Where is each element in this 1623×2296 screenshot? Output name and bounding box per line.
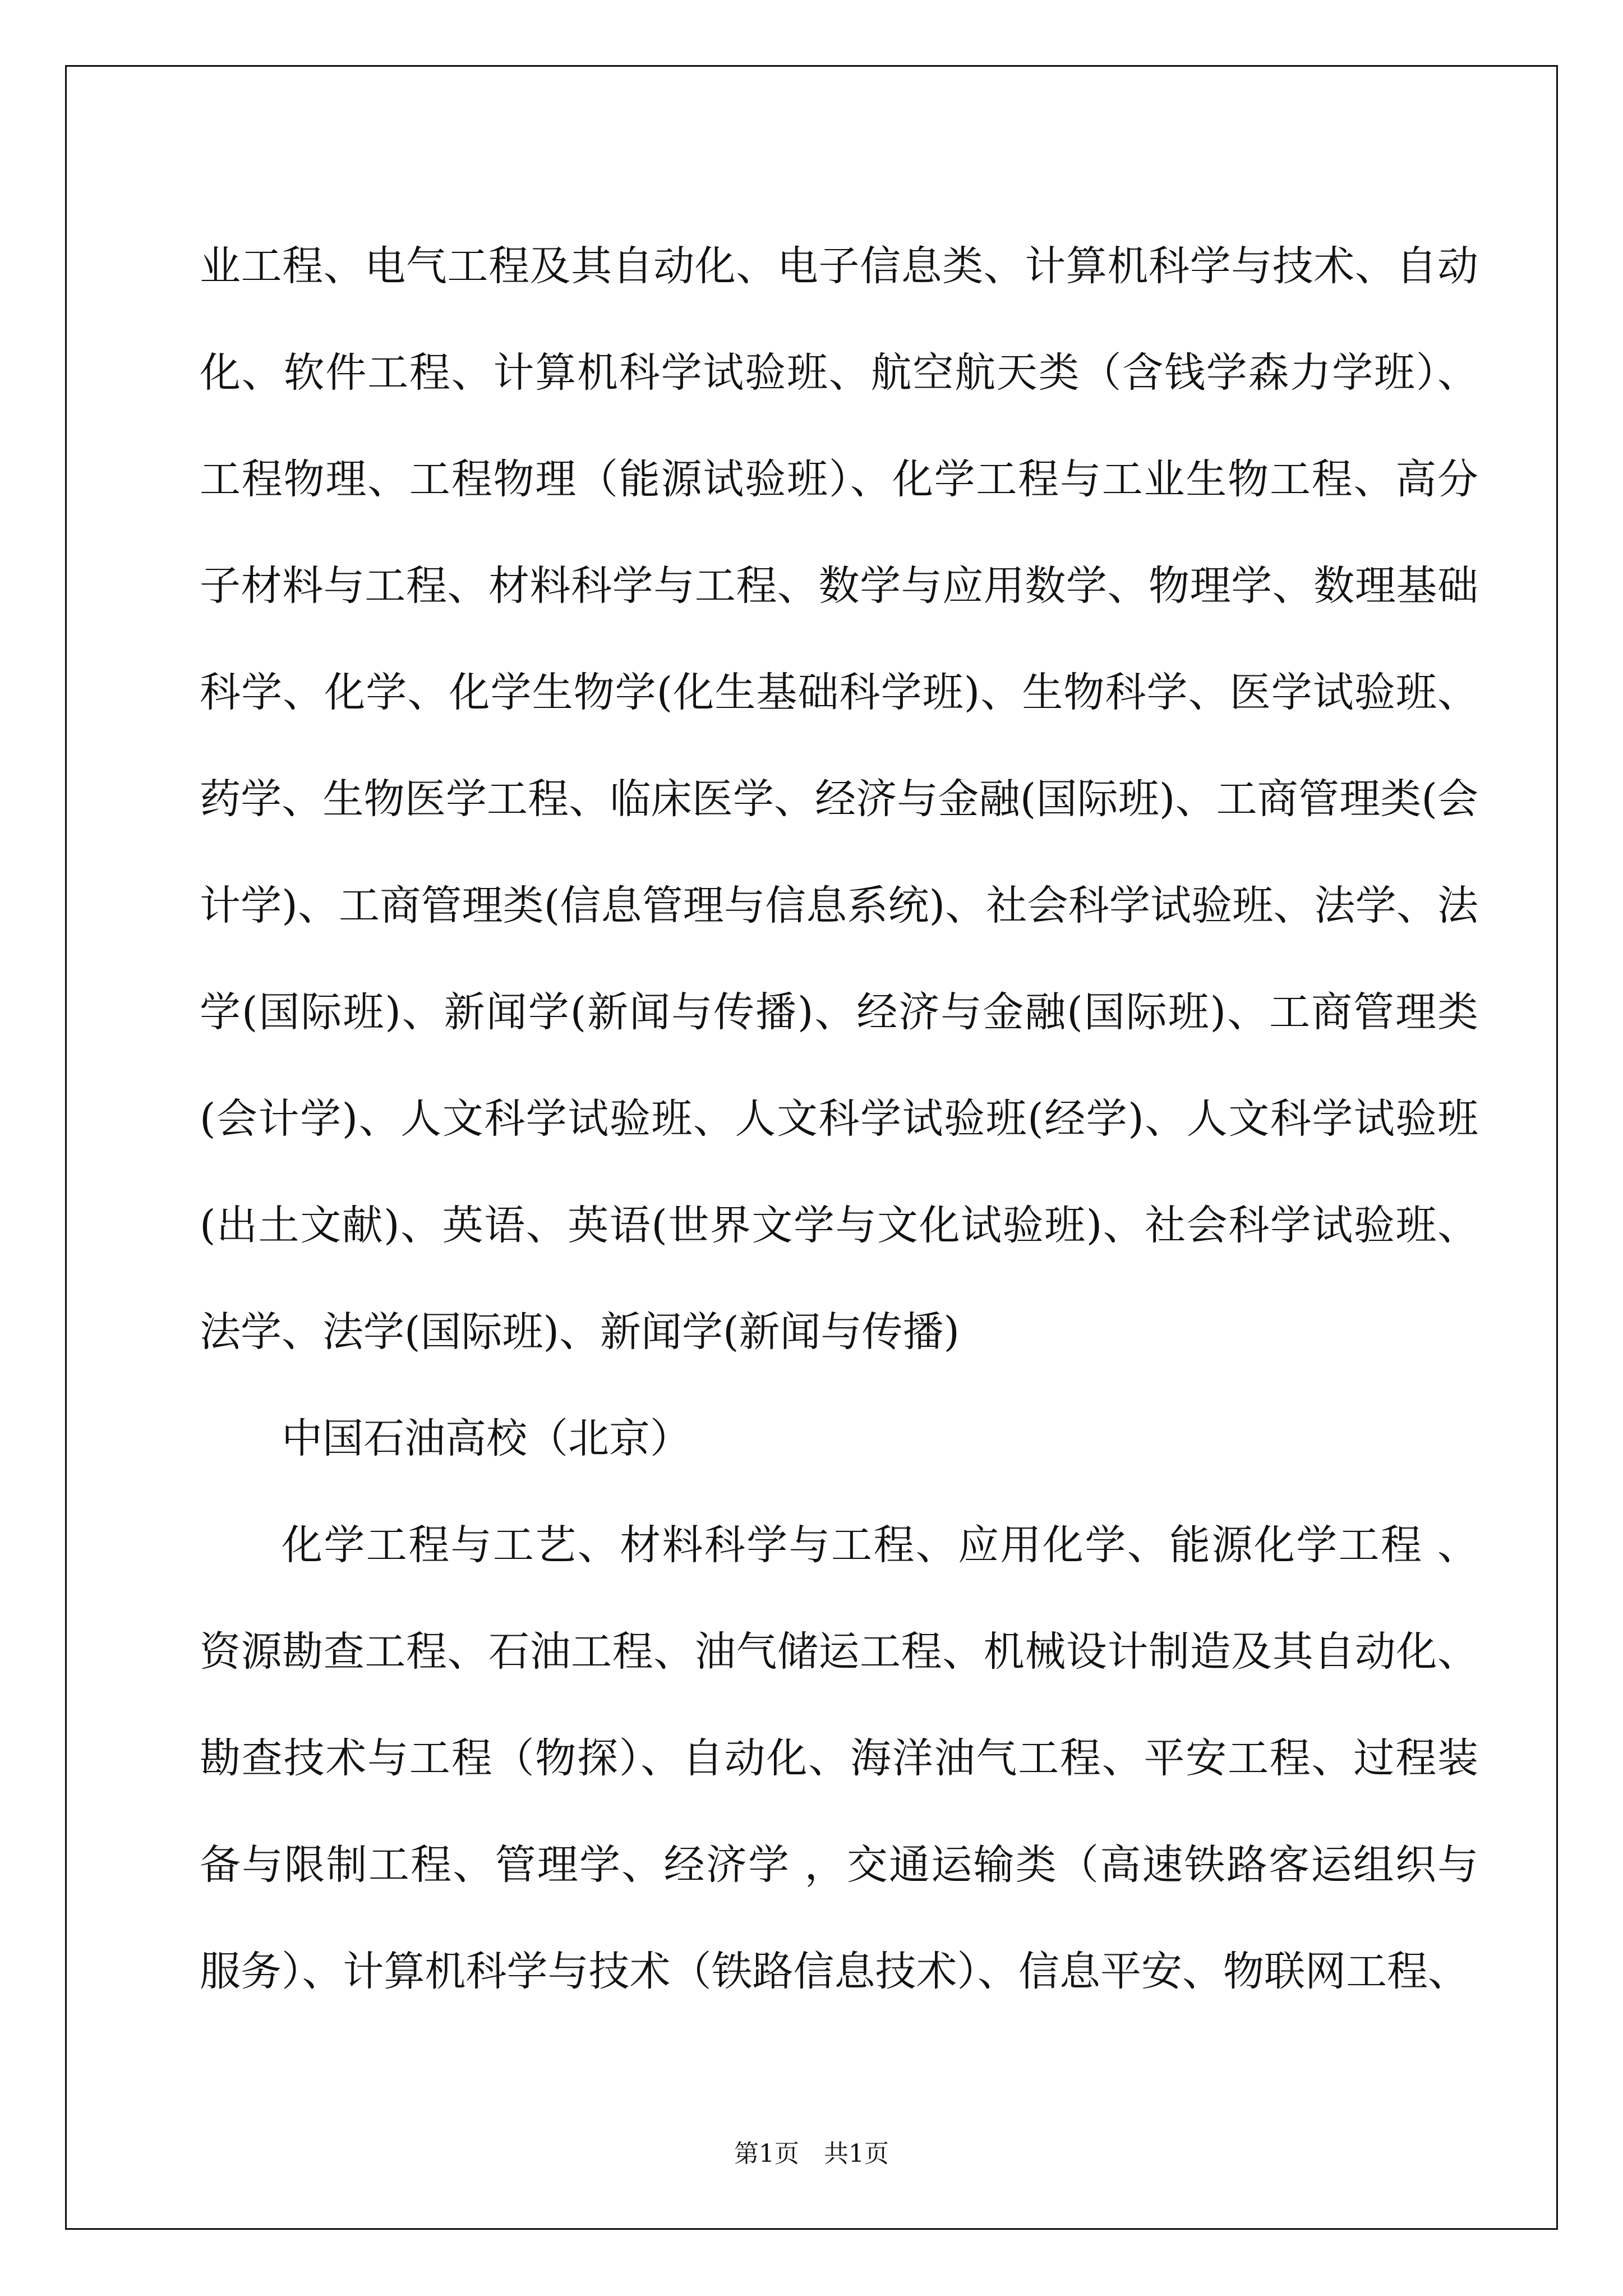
- paragraph-major-list: 业工程、电气工程及其自动化、电子信息类、计算机科学与技术、自动化、软件工程、计算机科学试验班、航空航天类（含钱学森力学班）、工程物理、工程物理（能源试验班）、化学工程与工业生物工程、高分子材料与工程、材料科学与工程、数学与应用数学、物理学、数理基础科学、化学、化学生物学(化生基础科学班)、生物科学、医学试验班、药学、生物医学工程、临床医学、经济与金融(国际班)、工商管理类(会计学)、工商管理类(信息管理与信息系统)、社会科学试验班、法学、法学(国际班)、新闻学(新闻与传播)、经济与金融(国际班)、工商管理类(会计学)、人文科学试验班、人文科学试验班(经学)、人文科学试验班(出土文献)、英语、英语(世界文学与文化试验班)、社会科学试验班、法学、法学(国际班)、新闻学(新闻与传播): [200, 242, 1478, 1356]
- paragraph-university-majors: 化学工程与工艺、材料科学与工程、应用化学、能源化学工程 、资源勘查工程、石油工程、油气储运工程、机械设计制造及其自动化、勘查技术与工程（物探）、自动化、海洋油气工程、平安工程、过程装备与限制工程、管理学、经济学 ，交通运输类（高速铁路客运组织与服务）、计算机科学与技术（铁路信息技术）、信息平安、物联网工程、: [200, 1521, 1478, 1995]
- page-footer: [0, 2133, 1623, 2169]
- page-number: 第1页 共1页: [734, 2139, 889, 2168]
- paragraph-university-heading: 中国石油高校（北京）: [282, 1415, 691, 1462]
- document-body: [200, 213, 1478, 2025]
